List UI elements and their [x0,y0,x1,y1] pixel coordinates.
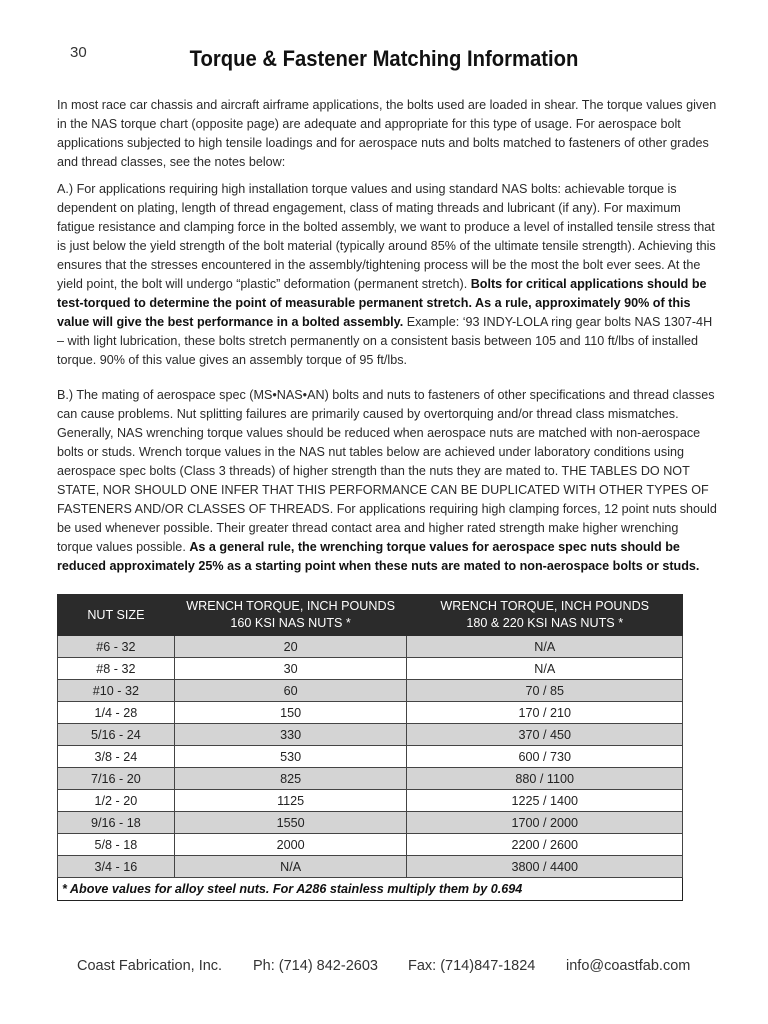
nut-size-cell: #10 - 32 [58,680,175,702]
torque-180-220-cell: 370 / 450 [407,724,683,746]
torque-160-cell: 2000 [174,834,407,856]
nut-size-cell: 9/16 - 18 [58,812,175,834]
torque-180-220-cell: 70 / 85 [407,680,683,702]
torque-160-cell: 30 [174,658,407,680]
nut-size-cell: 5/8 - 18 [58,834,175,856]
torque-160-cell: 1125 [174,790,407,812]
footer-phone: Ph: (714) 842-2603 [253,958,378,974]
torque-160-cell: N/A [174,856,407,878]
torque-160-cell: 150 [174,702,407,724]
header-160ksi-line2: 160 KSI NAS NUTS * [230,616,351,630]
torque-180-220-cell: 2200 / 2600 [407,834,683,856]
footer-email-link[interactable]: info@coastfab.com [566,958,691,974]
torque-180-220-cell: 3800 / 4400 [407,856,683,878]
table-row [58,658,683,680]
nut-size-cell: 3/4 - 16 [58,856,175,878]
table-row [58,746,683,768]
table-row [58,856,683,878]
footer-company: Coast Fabrication, Inc. [77,958,223,974]
table-row [58,768,683,790]
note-b-text: B.) The mating of aerospace spec (MS•NAS•AN) bolts and nuts to fasteners of other specifications and thread classes can cause problems. Nut splitting failures are primarily caused by overtorquing and/or thread class mismatches. Generally, NAS wrenching torque values should be reduced when aerospace nuts are matched with non-aerospace bolts or studs. Wrench torque values in the NAS nut tables below are achieved under laboratory conditions using aerospace spec bolts (Class 3 threads) of higher strength than the nuts they are mated to. THE TABLES DO NOT STATE, NOR SHOULD ONE INFER THAT THIS PERFORMANCE CAN BE DUPLICATED WITH OTHER TYPES OF FASTENERS AND/OR CLASSES OF THREADS. For applications requiring high clamping forces, 12 point nuts should be used whenever possible. Their greater thread contact area and higher rated strength make higher wrenching torque values possible. [57,388,717,554]
table-row [58,834,683,856]
note-a-text: A.) For applications requiring high installation torque values and using standard NAS bolts: achievable torque is dependent on plating, length of thread engagement, class of mating threads and lubricant (if any). For maximum fatigue resistance and clamping force in the bolted assembly, we want to produce a level of installed tensile stress that is just below the yield strength of the bolt material (typically around 85% of the ultimate tensile strength). Achieving this ensures that the stresses encountered in the assembly/tightening process will be the most the bolt ever sees. At the yield point, the bolt will undergo “plastic” deformation (permanent stretch). [57,182,716,291]
header-180-220ksi-line1: WRENCH TORQUE, INCH POUNDS [440,599,650,613]
table-row [58,790,683,812]
torque-160-cell: 20 [174,636,407,658]
torque-180-220-cell: 600 / 730 [407,746,683,768]
header-160ksi-line1: WRENCH TORQUE, INCH POUNDS [186,599,395,613]
table-row [58,702,683,724]
page-number: 30 [70,44,87,61]
footer-fax: Fax: (714)847-1824 [408,958,536,974]
header-180-220ksi-line2: 180 & 220 KSI NAS NUTS * [466,616,624,630]
torque-180-220-cell: 170 / 210 [407,702,683,724]
nut-size-cell: 1/4 - 28 [58,702,175,724]
table-footnote: * Above values for alloy steel nuts. For A286 stainless multiply them by 0.694 [58,878,683,901]
note-a-example: Example: ‘93 INDY-LOLA ring gear bolts NAS 1307-4H – with light lubrication, these bolts stretch permanently on a consistent basis between 105 and 110 ft/lbs of installed torque. 90% of this value gives an assembly torque of 95 ft/lbs. [57,315,713,367]
page-title: Torque & Fastener Matching Information [189,46,579,71]
torque-160-cell: 60 [174,680,407,702]
table-row [58,724,683,746]
nut-size-cell: #8 - 32 [58,658,175,680]
torque-180-220-cell: N/A [407,658,683,680]
note-a-paragraph [57,180,717,370]
torque-180-220-cell: 1700 / 2000 [407,812,683,834]
torque-160-cell: 1550 [174,812,407,834]
nut-size-cell: 7/16 - 20 [58,768,175,790]
header-nut-size: NUT SIZE [58,595,175,636]
torque-180-220-cell: 1225 / 1400 [407,790,683,812]
nut-size-cell: 1/2 - 20 [58,790,175,812]
intro-paragraph: In most race car chassis and aircraft airframe applications, the bolts used are loaded in shear. The torque values given in the NAS torque chart (opposite page) are adequate and appropriate for this type of usage. For aerospace bolt applications subjected to high tensile loadings and for aerospace nuts and bolts matched to fasteners of other grades and thread classes, see the notes below: [57,98,717,169]
nut-size-cell: 5/16 - 24 [58,724,175,746]
torque-160-cell: 330 [174,724,407,746]
table-header-row [58,595,683,636]
note-b-bold-text: As a general rule, the wrenching torque values for aerospace spec nuts should be reduced approximately 25% as a starting point when these nuts are mated to non-aerospace bolts or studs. [57,540,700,573]
torque-180-220-cell: N/A [407,636,683,658]
torque-160-cell: 530 [174,746,407,768]
nut-size-cell: #6 - 32 [58,636,175,658]
table-row [58,812,683,834]
note-a-bold-text: Bolts for critical applications should be test-torqued to determine the point of measurable permanent stretch. As a rule, approximately 90% of this value will give the best performance in a bolted assembly. [57,277,707,329]
torque-180-220-cell: 880 / 1100 [407,768,683,790]
torque-table [57,594,683,901]
table-row [58,636,683,658]
header-180-220ksi [407,595,683,636]
table-row [58,680,683,702]
nut-size-cell: 3/8 - 24 [58,746,175,768]
note-b-paragraph [57,386,717,576]
torque-160-cell: 825 [174,768,407,790]
header-160ksi [174,595,407,636]
table-footnote-row [58,878,683,901]
